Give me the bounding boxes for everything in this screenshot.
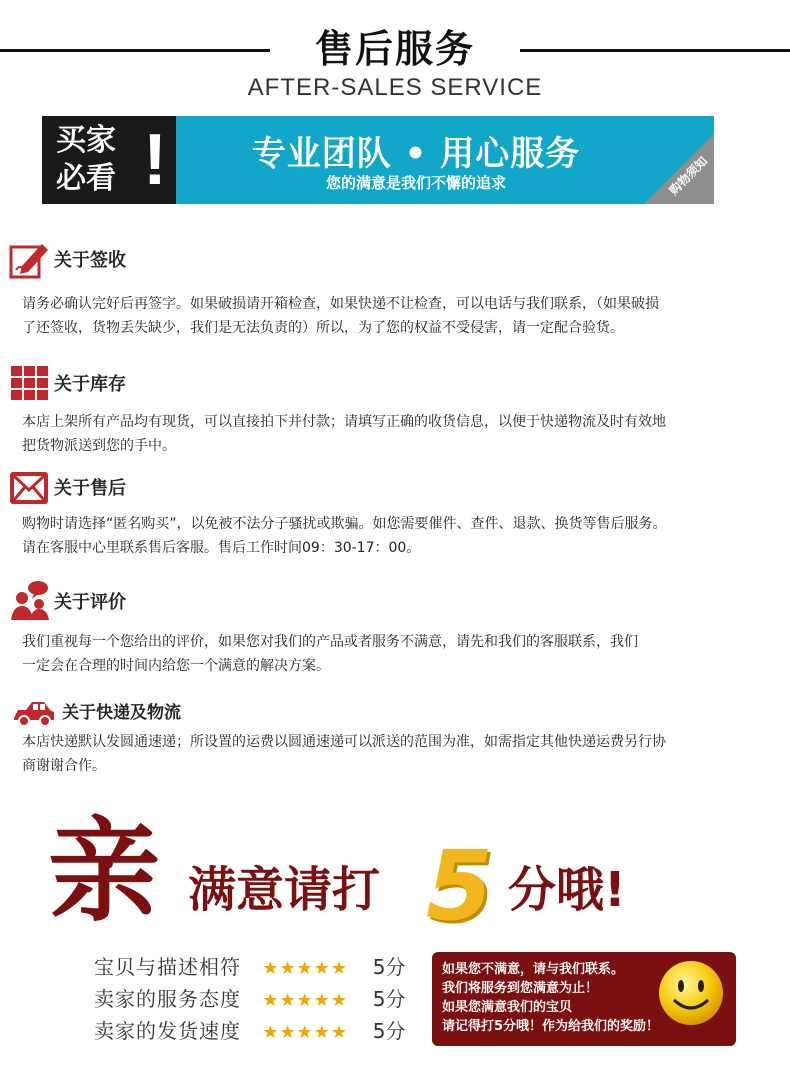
- page-title: 售后服务: [314, 27, 475, 71]
- banner-title: 专业团队 • 用心服务: [251, 134, 581, 174]
- note-line: 我们将服务到您满意为止！: [442, 981, 599, 996]
- car-icon: [8, 690, 60, 734]
- people-chat-icon: [8, 580, 52, 624]
- header-rule-left: [0, 49, 270, 52]
- rating-score: 5分: [372, 955, 406, 979]
- banner-subtitle: 您的满意是我们不懈的追求: [325, 174, 506, 192]
- note-line: 如果您不满意，请与我们联系。: [442, 962, 625, 977]
- rating-row: [94, 952, 405, 982]
- rating-label: 卖家的发货速度: [94, 1019, 241, 1043]
- note-line: 请记得打5分哦！作为给我们的奖励！: [442, 1019, 660, 1034]
- page-subtitle: AFTER-SALES SERVICE: [247, 74, 543, 101]
- section-title: 关于售后: [54, 478, 126, 499]
- rating-label: 卖家的服务态度: [94, 987, 241, 1011]
- section-line: 把货物派送到您的手中。: [22, 438, 176, 454]
- section-line: 本店快递默认发圆通速递；所设置的运费以圆通速递可以派送的范围为准，如需指定其他快递运费另行协: [22, 734, 666, 750]
- section-aftersales-body: [22, 512, 762, 560]
- section-line: 请在客服中心里联系售后客服。售后工作时间09：30-17：00。: [22, 540, 421, 556]
- note-line: 如果您满意我们的宝贝: [442, 1000, 573, 1015]
- section-shipping-body: [22, 730, 762, 778]
- promo-text-before: 满意请打: [188, 862, 381, 918]
- header-rule-right: [520, 49, 790, 52]
- banner-corner-tag: 购物须知: [666, 153, 711, 198]
- star-rating-icon: ★★★★★: [262, 958, 349, 979]
- section-stock-body: [22, 410, 762, 458]
- note-text: [442, 960, 662, 1036]
- section-title: 关于评价: [54, 592, 126, 613]
- section-line: 一定会在合理的时间内给您一个满意的解决方案。: [22, 658, 330, 674]
- promo-five-number: 5: [426, 830, 493, 942]
- service-banner: [42, 116, 714, 204]
- section-line: 了还签收，货物丢失缺少，我们是无法负责的）所以，为了您的权益不受侵害，请一定配合验货。: [22, 320, 624, 336]
- star-rating-icon: ★★★★★: [262, 1022, 349, 1043]
- promo-big-char: 亲: [48, 806, 160, 937]
- section-title: 关于库存: [54, 374, 126, 395]
- page-header: [0, 18, 790, 108]
- grid-boxes-icon: [8, 362, 52, 406]
- section-line: 请务必确认完好后再签字。如果破损请开箱检查，如果快递不让检查，可以电话与我们联系，（如果破损: [22, 296, 659, 312]
- section-signing-body: [22, 292, 762, 340]
- star-rating-icon: ★★★★★: [262, 990, 349, 1011]
- exclamation-icon: !: [143, 120, 167, 200]
- rating-label: 宝贝与描述相符: [94, 955, 241, 979]
- rating-row: [94, 984, 405, 1014]
- rating-score: 5分: [372, 987, 406, 1011]
- envelope-icon: [8, 466, 52, 510]
- section-line: 购物时请选择“匿名购买”，以免被不法分子骚扰或欺骗。如您需要催件、查件、退款、换货等售后服务。: [22, 516, 667, 532]
- banner-must-read-block: [42, 116, 176, 204]
- smiley-icon: [658, 960, 724, 1026]
- section-line: 我们重视每一个您给出的评价，如果您对我们的产品或者服务不满意，请先和我们的客服联系，我们: [22, 634, 638, 650]
- section-title: 关于快递及物流: [62, 703, 181, 723]
- satisfaction-note-box: [432, 952, 736, 1046]
- banner-must-read-text: 买家必看: [56, 123, 116, 196]
- section-title: 关于签收: [54, 250, 126, 271]
- rating-row: [94, 1016, 405, 1046]
- section-line: 商谢谢合作。: [22, 758, 106, 774]
- signature-pen-icon: [8, 238, 52, 282]
- promo-text-after: 分哦!: [508, 862, 626, 918]
- rating-score: 5分: [372, 1019, 406, 1043]
- section-line: 本店上架所有产品均有现货，可以直接拍下并付款；请填写正确的收货信息，以便于快递物流及时有效地: [22, 414, 666, 430]
- section-review-body: [22, 630, 762, 678]
